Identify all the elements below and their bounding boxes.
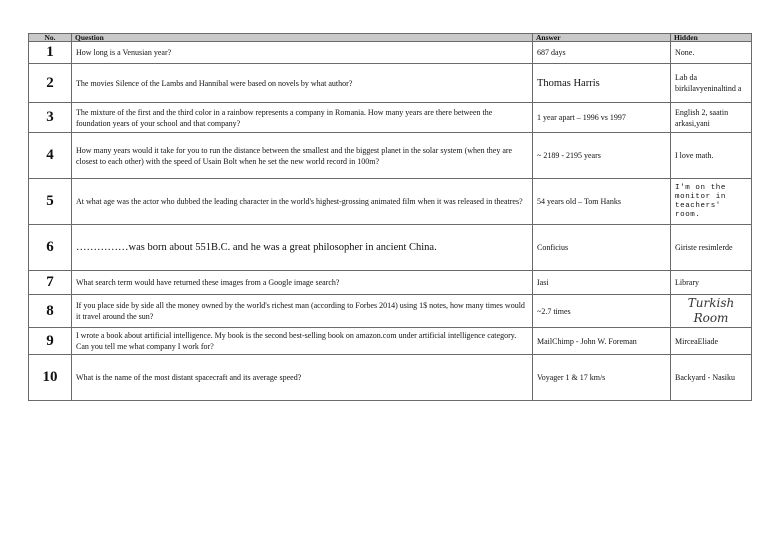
header-hidden: Hidden <box>671 34 752 42</box>
answer-cell: 1 year apart – 1996 vs 1997 <box>533 103 671 133</box>
hidden-cell: I'm on the monitor in teachers' room. <box>671 179 752 225</box>
row-number: 5 <box>29 179 72 225</box>
row-number: 7 <box>29 271 72 295</box>
question-cell: If you place side by side all the money owned by the world's richest man (according to Forbes 2014) using 1$ notes, how many times would it travel around the sun? <box>72 295 533 328</box>
answer-cell: 687 days <box>533 42 671 64</box>
row-number: 2 <box>29 64 72 103</box>
table-row <box>29 271 752 295</box>
answer-cell: ~2.7 times <box>533 295 671 328</box>
table-row <box>29 103 752 133</box>
quiz-table <box>28 33 752 401</box>
row-number: 6 <box>29 225 72 271</box>
question-cell: How many years would it take for you to run the distance between the smallest and the biggest planet in the solar system (when they are closest to each other) with the speed of Usain Bolt when he set the new world record in 100m? <box>72 133 533 179</box>
answer-cell: Voyager 1 & 17 km/s <box>533 355 671 401</box>
question-cell: What search term would have returned these images from a Google image search? <box>72 271 533 295</box>
table-row <box>29 42 752 64</box>
question-cell: The movies Silence of the Lambs and Hannibal were based on novels by what author? <box>72 64 533 103</box>
header-no: No. <box>29 34 72 42</box>
hidden-cell: I love math. <box>671 133 752 179</box>
question-cell: At what age was the actor who dubbed the leading character in the world's highest-grossing animated film when it was released in theatres? <box>72 179 533 225</box>
table-row <box>29 295 752 328</box>
answer-cell: ~ 2189 - 2195 years <box>533 133 671 179</box>
row-number: 10 <box>29 355 72 401</box>
row-number: 1 <box>29 42 72 64</box>
row-number: 4 <box>29 133 72 179</box>
answer-cell: 54 years old – Tom Hanks <box>533 179 671 225</box>
hidden-cell: Turkish Room <box>671 295 752 328</box>
header-question: Question <box>72 34 533 42</box>
answer-cell: Iasi <box>533 271 671 295</box>
table-row <box>29 355 752 401</box>
hidden-cell: Library <box>671 271 752 295</box>
hidden-cell: None. <box>671 42 752 64</box>
answer-cell: Thomas Harris <box>533 64 671 103</box>
question-cell: What is the name of the most distant spacecraft and its average speed? <box>72 355 533 401</box>
hidden-cell: Backyard - Nasiku <box>671 355 752 401</box>
row-number: 9 <box>29 328 72 355</box>
question-cell: How long is a Venusian year? <box>72 42 533 64</box>
question-cell: ……………was born about 551B.C. and he was a great philosopher in ancient China. <box>72 225 533 271</box>
row-number: 3 <box>29 103 72 133</box>
answer-cell: Conficius <box>533 225 671 271</box>
answer-cell: MailChimp - John W. Foreman <box>533 328 671 355</box>
hidden-cell: Lab da birkilavyeninaltind a <box>671 64 752 103</box>
hidden-cell: Giriste resimlerde <box>671 225 752 271</box>
table-header-row <box>29 34 752 42</box>
table-row <box>29 64 752 103</box>
table-row <box>29 133 752 179</box>
hidden-cell: MirceaEliade <box>671 328 752 355</box>
table-row <box>29 179 752 225</box>
hidden-cell: English 2, saatin arkasi,yani <box>671 103 752 133</box>
table-row <box>29 328 752 355</box>
question-cell: The mixture of the first and the third color in a rainbow represents a company in Romania. How many years are there between the foundation years of your school and that company? <box>72 103 533 133</box>
header-answer: Answer <box>533 34 671 42</box>
row-number: 8 <box>29 295 72 328</box>
question-cell: I wrote a book about artificial intelligence. My book is the second best-selling book on amazon.com under artificial intelligence category. Can you tell me what company I work for? <box>72 328 533 355</box>
table-row <box>29 225 752 271</box>
